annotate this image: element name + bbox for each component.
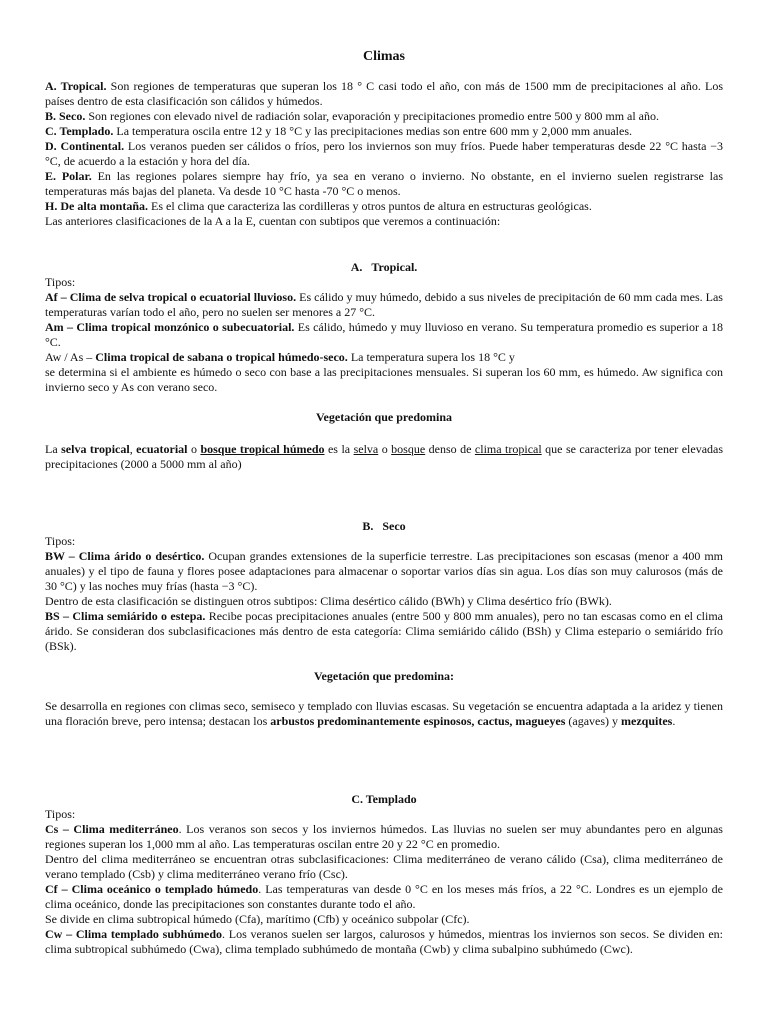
intro-templado-text: La temperatura oscila entre 12 y 18 °C y las precipitaciones medias son entre 600 mm y 2,000 mm anuales. xyxy=(113,124,633,138)
intro-alta-montana-label: H. De alta montaña. xyxy=(45,199,148,213)
cs-text: . Los veranos son secos y los inviernos húmedos. Las lluvias no suelen ser muy abundantes pero en algunas regiones superan los 1,000 mm al año. Las temperaturas oscilan entre 20 y 22 °C en promedio. xyxy=(45,822,723,851)
intro-polar xyxy=(45,169,723,199)
intro-continental xyxy=(45,139,723,169)
templado-cw xyxy=(45,927,723,957)
am-label: Am – Clima tropical monzónico o subecuatorial. xyxy=(45,320,295,334)
am-text: Es cálido, húmedo y muy lluvioso en verano. Su temperatura promedio es superior a 18 °C. xyxy=(45,320,723,349)
templado-heading: C. Templado xyxy=(351,792,417,806)
seco-heading: B. Seco xyxy=(362,519,406,533)
bw-text: Ocupan grandes extensiones de la superficie terrestre. Las precipitaciones son escasas (menor a 400 mm anuales) y el tipo de fauna y flores posee adaptaciones para almacenar o soportar varios días sin agua. Los días son muy calurosos (más de 30 °C) y las noches muy frías (hasta −3 °C). xyxy=(45,549,724,593)
bw-label: BW – Clima árido o desértico. xyxy=(45,549,205,563)
templado-section xyxy=(45,807,723,957)
veg-text: que se caracteriza por tener elevadas precipitaciones (2000 a 5000 mm al año) xyxy=(45,442,724,471)
aw-prefix: Aw / As – xyxy=(45,350,96,364)
intro-seco xyxy=(45,109,723,124)
veg-text: La xyxy=(45,442,62,456)
veg-text: , xyxy=(129,442,137,456)
intro-polar-text: En las regiones polares siempre hay frío, ya sea en verano o invierno. No obstante, en el invierno suelen registrarse las temperaturas más bajas del planeta. Va desde 10 °C hasta -70 °C o menos. xyxy=(45,169,723,198)
veg-text: (agaves) y xyxy=(565,714,622,728)
templado-cf-sub: Se divide en clima subtropical húmedo (Cfa), marítimo (Cfb) y oceánico subpolar (Cfc). xyxy=(45,912,470,926)
intro-tropical xyxy=(45,79,723,109)
cw-text: . Los veranos suelen ser largos, calurosos y húmedos, mientras los inviernos son secos. Se dividen en: clima subtropical subhúmedo (Cwa), clima templado subhúmedo de montaña (Cwb) y clima subalpino subhúmedo (Cwc). xyxy=(45,927,723,956)
seco-bw xyxy=(45,549,723,594)
intro-tropical-label: A. Tropical. xyxy=(45,79,107,93)
bs-label: BS – Clima semiárido o estepa. xyxy=(45,609,206,623)
intro-alta-montana-text: Es el clima que caracteriza las cordilleras y otros puntos de altura en estructuras geológicas. xyxy=(148,199,592,213)
veg-text: o xyxy=(187,442,201,456)
tropical-heading: A. Tropical. xyxy=(350,260,418,274)
intro-continental-label: D. Continental. xyxy=(45,139,125,153)
intro-templado xyxy=(45,124,723,139)
templado-tipos: Tipos: xyxy=(45,807,76,821)
seco-bs xyxy=(45,609,723,654)
seco-bw-sub: Dentro de esta clasificación se distinguen otros subtipos: Clima desértico cálido (BWh) y Clima desértico frío (BWk). xyxy=(45,594,612,608)
intro-alta-montana xyxy=(45,199,723,214)
intro-templado-label: C. Templado. xyxy=(45,124,114,138)
intro-seco-text: Son regiones con elevado nivel de radiación solar, evaporación y precipitaciones promedio entre 500 y 800 mm al año. xyxy=(85,109,660,123)
bs-text: Recibe pocas precipitaciones anuales (entre 500 y 800 mm anuales), pero no tan escasas como en el clima árido. Se consideran dos subclasificaciones más dentro de esta categoría: Clima semiárido cálido (BSh) y Clima estepario o semiárido frío (BSk). xyxy=(45,609,723,653)
aw-text: La temperatura supera los 18 °C y xyxy=(347,350,515,364)
tropical-veg-paragraph xyxy=(45,442,723,472)
veg-text: es la xyxy=(324,442,354,456)
intro-section xyxy=(45,79,723,229)
veg-text: Se desarrolla en regiones con climas seco, semiseco y templado con lluvias escasas. Su vegetación se encuentra adaptada a la aridez y tienen una floración breve, pero intensa; destacan los xyxy=(45,699,723,728)
seco-tipos: Tipos: xyxy=(45,534,76,548)
veg-bosque-tropical-link[interactable]: bosque tropical húmedo xyxy=(200,442,325,456)
cw-label: Cw – Clima templado subhúmedo xyxy=(45,927,223,941)
veg-selva-tropical: selva tropical xyxy=(61,442,130,456)
veg-clima-tropical-link[interactable]: clima tropical xyxy=(474,442,542,456)
templado-cf xyxy=(45,882,723,912)
tropical-tipos: Tipos: xyxy=(45,275,76,289)
tropical-af xyxy=(45,290,723,320)
document-title: Climas xyxy=(363,49,405,64)
tropical-section xyxy=(45,275,723,395)
intro-continental-text: Los veranos pueden ser cálidos o fríos, pero los inviernos son muy fríos. Puede haber temperaturas desde 22 °C hasta −3 °C, de acuerdo a la estación y hora del día. xyxy=(45,139,723,168)
tropical-am xyxy=(45,320,723,350)
veg-mezquites: mezquites xyxy=(621,714,673,728)
veg-text: denso de xyxy=(425,442,475,456)
cf-text: . Las temperaturas van desde 0 °C en los meses más fríos, a 22 °C. Londres es un ejemplo de clima oceánico, donde las precipitaciones son constantes durante todo el año. xyxy=(45,882,724,911)
tropical-aw-cont: se determina si el ambiente es húmedo o seco con base a las precipitaciones mensuales. Si superan los 60 mm, es húmedo. Aw significa con invierno seco y As con verano seco. xyxy=(45,365,723,394)
veg-bosque-link[interactable]: bosque xyxy=(391,442,426,456)
tropical-veg-heading: Vegetación que predomina xyxy=(315,410,452,424)
templado-cs-sub: Dentro del clima mediterráneo se encuentran otras subclasificaciones: Clima mediterráneo de verano cálido (Csa), clima mediterráneo de verano templado (Csb) y clima mediterráneo verano frío (Csc). xyxy=(45,852,723,881)
intro-polar-label: E. Polar. xyxy=(45,169,92,183)
veg-arbustos: arbustos predominantemente espinosos, cactus, magueyes xyxy=(270,714,566,728)
veg-text: . xyxy=(672,714,676,728)
veg-text: o xyxy=(378,442,392,456)
intro-seco-label: B. Seco. xyxy=(45,109,86,123)
cs-label: Cs – Clima mediterráneo xyxy=(45,822,179,836)
intro-closing: Las anteriores clasificaciones de la A a la E, cuentan con subtipos que veremos a continuación: xyxy=(45,214,501,228)
tropical-aw xyxy=(45,350,723,365)
intro-tropical-text: Son regiones de temperaturas que superan los 18 ° C casi todo el año, con más de 1500 mm de precipitaciones al año. Los países dentro de esta clasificación son cálidos y húmedos. xyxy=(45,79,723,108)
seco-veg-paragraph xyxy=(45,699,723,729)
veg-ecuatorial: ecuatorial xyxy=(136,442,188,456)
veg-selva-link[interactable]: selva xyxy=(353,442,379,456)
aw-label: Clima tropical de sabana o tropical húmedo-seco. xyxy=(95,350,348,364)
af-label: Af – Clima de selva tropical o ecuatorial lluvioso. xyxy=(45,290,297,304)
seco-veg-heading: Vegetación que predomina: xyxy=(313,669,454,683)
cf-label: Cf – Clima oceánico o templado húmedo xyxy=(45,882,259,896)
seco-section xyxy=(45,534,723,654)
templado-cs xyxy=(45,822,723,852)
af-text: Es cálido y muy húmedo, debido a sus niveles de precipitación de 60 mm cada mes. Las temperaturas varían todo el año, pero no suelen ser menores a 27 °C. xyxy=(45,290,723,319)
